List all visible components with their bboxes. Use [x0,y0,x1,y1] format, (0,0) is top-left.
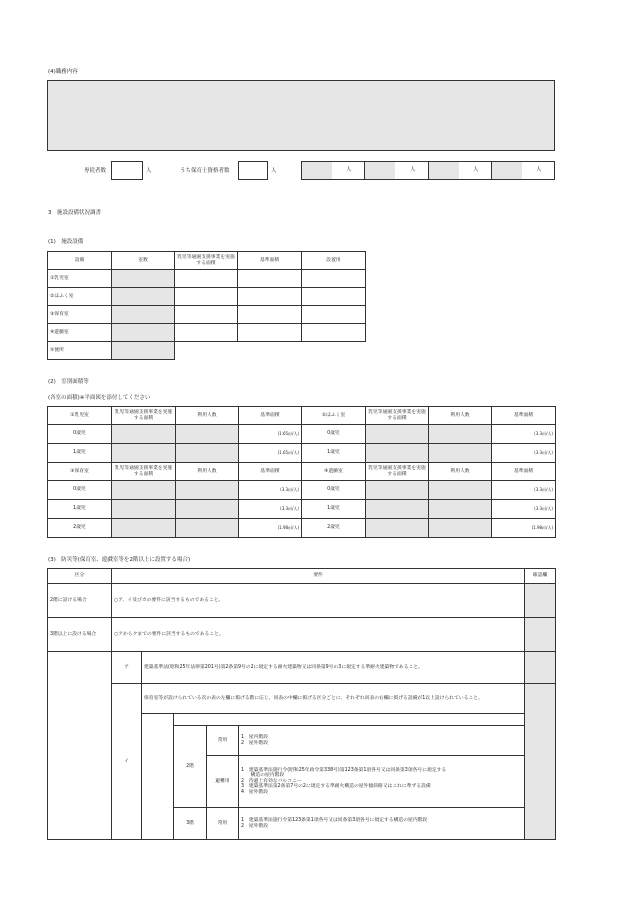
cell-input[interactable] [176,425,239,444]
age-label: 2歳児 [48,519,112,538]
item-text-a: 建築基準法(昭和25年法律第201号)第2条第9号の2に規定する耐火建築物又は同条第9号の3に規定する準耐火建築物であること。 [142,652,525,684]
age-label: 0歳児 [48,425,112,444]
check-cell[interactable] [525,684,556,840]
header-program-area: 乳児等通園支援事業を実施する面積 [112,463,176,481]
room-area-table [47,406,556,538]
header-requirement: 要件 [112,569,525,584]
duties-content-field[interactable] [47,80,555,151]
cell-input[interactable] [366,500,429,519]
list-item: 1 建築基準法施行令第123条第1項各号又は同条第3項各号に規定する構造の屋内階段 [241,817,428,823]
standard-area-value: (3.3㎡/人) [239,481,302,500]
standard-area-value: (1.65㎡/人) [239,425,302,444]
header-crawling-room: ②ほふく室 [302,407,366,425]
cell-input[interactable] [302,324,366,342]
age-label: 1歳児 [302,444,366,463]
age-label: 2歳児 [302,519,366,538]
header-standard-area: 基準面積 [492,463,556,481]
list-item: 1 建築基準法施行令(昭和25年政令第338号)第123条第1項各号又は同条第3項各号に規定する [241,767,447,773]
staff-unit: 人 [146,168,152,174]
cell-input[interactable] [302,288,366,306]
check-cell[interactable] [525,652,556,684]
extra-count-4[interactable]: 人 [491,161,555,180]
f2-regular-list [239,726,525,756]
cell-input[interactable] [429,500,492,519]
standard-area-value: (3.3㎡/人) [492,500,556,519]
list-item: 2 屋外階段 [241,823,269,829]
standard-area-value: (1.98㎡/人) [239,519,302,538]
fire-title: (3) 防災等(保育室、遊戯室等を2階以上に設置する場合) [48,557,191,563]
area-title: (2) 室別面積等 [48,379,89,385]
cell-input[interactable] [112,481,176,500]
staff-label: 専従者数 [84,168,107,174]
duties-title: (4)職務内容 [48,69,78,75]
f2-evac-list [239,756,525,808]
row-label: ②ほふく室 [48,288,112,306]
cell-input[interactable] [429,444,492,463]
row-label: ⑤便所 [48,342,112,360]
header-rooms: 室数 [112,252,175,270]
nursery-count-input[interactable] [238,161,268,180]
evac-label: 避難用 [207,756,239,808]
row-label: ①乳児室 [48,270,112,288]
cell-input[interactable] [112,519,176,538]
regular-label: 常用 [207,808,239,840]
section3-title: 3 施設設備状況調書 [48,210,101,216]
header-program-area: 乳児等通園支援事業を実施する面積 [112,407,176,425]
standard-area-value: (3.3㎡/人) [492,481,556,500]
age-label: 0歳児 [302,481,366,500]
header-standard-area: 基準面積 [238,252,302,270]
header-nursery-room: ③保育室 [48,463,112,481]
standard-area-value: (3.3㎡/人) [492,425,556,444]
cell-input[interactable] [112,444,176,463]
facilities-title: (1) 施設設備 [48,239,84,245]
age-label: 1歳児 [302,500,366,519]
cell-input[interactable] [366,481,429,500]
header-program-area: 乳児等通園支援事業を実施する面積 [366,407,429,425]
header-playroom: ④遊戯室 [302,463,366,481]
header-standard-area: 基準面積 [239,407,302,425]
cell-input[interactable] [429,425,492,444]
row-label: ③保育室 [48,306,112,324]
cell-input[interactable] [302,306,366,324]
area-note: (各室の面積)※平面図を添付してください [48,395,151,401]
list-item: 3 建築基準法第2条第7号の2に規定する準耐火構造の屋外傾斜路又はこれに準ずる設備 [241,784,431,790]
header-users: 利用人数 [176,407,239,425]
age-label: 1歳児 [48,500,112,519]
header-users: 利用人数 [429,407,492,425]
cell-input[interactable] [112,324,175,342]
cell-input[interactable] [366,519,429,538]
cell-input[interactable] [429,519,492,538]
cell-input[interactable] [366,425,429,444]
cell-input[interactable] [366,444,429,463]
row-label: ④遊戯室 [48,324,112,342]
standard-area-value: (1.65㎡/人) [239,444,302,463]
header-standard-area: 基準面積 [239,463,302,481]
cell-input[interactable] [112,425,176,444]
cell-input[interactable] [238,288,302,306]
row-label-3f: 3階以上に設ける場合 [48,618,112,652]
header-standard-area: 基準面積 [492,407,556,425]
cell-input[interactable] [112,306,175,324]
f3-regular-list [239,808,525,840]
list-item: 4 屋外階段 [241,789,269,795]
standard-area-value: (1.98㎡/人) [492,519,556,538]
facilities-table [47,251,366,360]
header-facility: 設備 [48,252,112,270]
cell-input[interactable] [429,481,492,500]
age-label: 0歳児 [48,481,112,500]
row-text-2f: ○ア、イ及びカの要件に該当するものであること。 [112,584,525,618]
header-program-area: 乳児等通園支援事業を実施する面積 [366,463,429,481]
header-users: 利用人数 [429,463,492,481]
floor-3f: 3階 [174,808,207,840]
cell-input[interactable] [302,270,366,288]
list-item: 2 屋外階段 [241,740,269,746]
extra-count-1[interactable]: 人 [301,161,365,180]
list-item: 2 待避上有効なバルコニー [241,778,302,784]
blank-class-cell [48,652,112,840]
cell-input[interactable] [175,288,238,306]
cell-input[interactable] [175,324,238,342]
cell-input[interactable] [238,324,302,342]
cell-input[interactable] [112,500,176,519]
item-mark-i: イ [112,684,142,840]
age-label: 0歳児 [302,425,366,444]
cell-input[interactable] [176,500,239,519]
list-item: 1 屋内階段 [241,734,269,740]
item-text-i: 保育室等が設けられている次の表の左欄に掲げる階に応じ、同表の中欄に掲げる区分ごとに、それぞれ同表の右欄に掲げる設備が1以上設けられていること。 [142,684,525,714]
standard-area-value: (3.3㎡/人) [239,500,302,519]
extra-count-2[interactable]: 人 [364,161,429,180]
standard-area-value: (3.3㎡/人) [492,444,556,463]
list-item: 構造の屋内階段 [241,773,285,779]
cell-input[interactable] [176,444,239,463]
header-installation: 設置用 [302,252,366,270]
cell-input[interactable] [175,270,238,288]
cell-input[interactable] [175,306,238,324]
check-cell[interactable] [525,618,556,652]
header-infant-room: ①乳児室 [48,407,112,425]
check-cell[interactable] [525,584,556,618]
header-program-area: 乳児等通園支援事業を実施する面積 [175,252,238,270]
header-class: 区分 [48,569,112,584]
regular-label: 常用 [207,726,239,756]
cell-input[interactable] [112,342,175,360]
item-mark-a: ア [112,652,142,684]
header-users: 利用人数 [176,463,239,481]
cell-input[interactable] [238,270,302,288]
cell-input[interactable] [238,306,302,324]
cell-input[interactable] [112,270,175,288]
age-label: 1歳児 [48,444,112,463]
floor-2f: 2階 [174,726,207,808]
row-text-3f: ○アからクまでの要件に該当するものであること。 [112,618,525,652]
cell-input[interactable] [176,481,239,500]
staff-count-input[interactable] [111,161,143,180]
extra-count-3[interactable]: 人 [428,161,492,180]
fire-safety-table [47,568,556,840]
row-label-2f: 2階に設ける場合 [48,584,112,618]
nursery-label: うち保育士資格者数 [180,168,230,174]
nursery-unit: 人 [271,168,277,174]
cell-input[interactable] [112,288,175,306]
header-check: 確認欄 [525,569,556,584]
cell-input[interactable] [176,519,239,538]
